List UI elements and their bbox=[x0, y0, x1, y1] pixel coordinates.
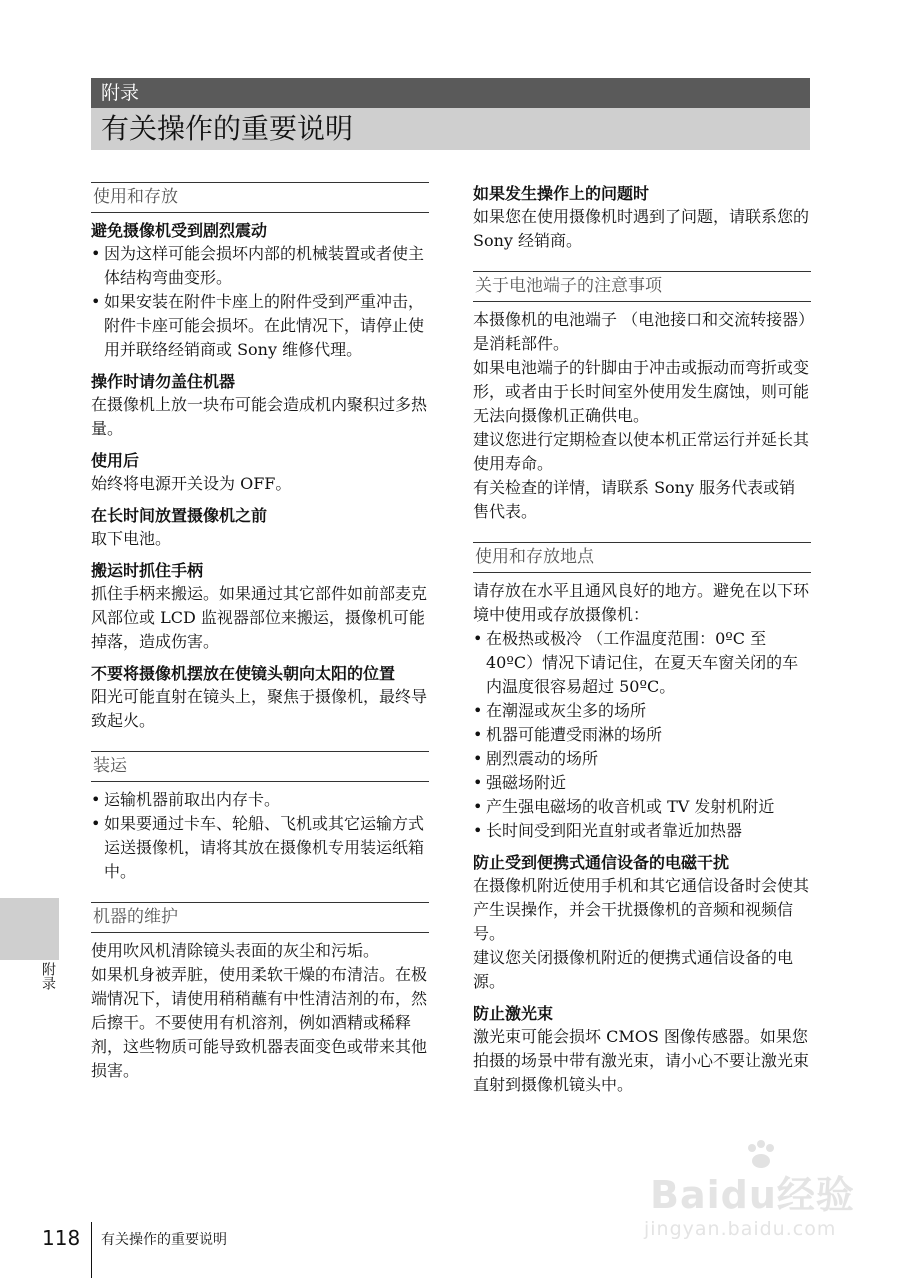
side-tab bbox=[0, 898, 59, 960]
list-item: • 如果要通过卡车、轮船、飞机或其它运输方式运送摄像机，请将其放在摄像机专用装运纸箱中。 bbox=[91, 812, 429, 884]
subheading-laser: 防止激光束 bbox=[473, 1004, 554, 1023]
watermark-url: jingyan.baidu.com bbox=[644, 1218, 837, 1240]
list-item: • 在潮湿或灰尘多的场所 bbox=[473, 699, 811, 723]
page-title: 有关操作的重要说明 bbox=[91, 108, 810, 150]
paragraph: 请存放在水平且通风良好的地方。避免在以下环境中使用或存放摄像机： bbox=[473, 581, 810, 624]
paragraph: 如果电池端子的针脚由于冲击或振动而弯折或变形，或者由于长时间室外使用发生腐蚀，则可能无法向摄像机正确供电。 bbox=[473, 358, 810, 425]
section-title-use-storage-location: 使用和存放地点 bbox=[473, 542, 811, 573]
subheading-carry: 搬运时抓住手柄 bbox=[91, 561, 204, 580]
paragraph: 在摄像机上放一块布可能会造成机内聚积过多热量。 bbox=[91, 395, 428, 438]
subheading-problems: 如果发生操作上的问题时 bbox=[473, 184, 650, 203]
list-item: • 因为这样可能会损坏内部的机械装置或者使主体结构弯曲变形。 bbox=[91, 242, 429, 290]
right-column bbox=[473, 182, 811, 1097]
subheading-long-storage: 在长时间放置摄像机之前 bbox=[91, 506, 268, 525]
footer-divider bbox=[91, 1222, 92, 1278]
page-number: 118 bbox=[42, 1226, 81, 1250]
side-tab-label: 附录 bbox=[40, 962, 56, 990]
bullet-list-shipping bbox=[91, 788, 429, 884]
list-item: • 运输机器前取出内存卡。 bbox=[91, 788, 429, 812]
paragraph: 如果您在使用摄像机时遇到了问题，请联系您的 Sony 经销商。 bbox=[473, 207, 810, 250]
paragraph: 如果机身被弄脏，使用柔软干燥的布清洁。在极端情况下，请使用稍稍蘸有中性清洁剂的布，然后擦干。不要使用有机溶剂，例如酒精或稀释剂，这些物质可能导致机器表面变色或带来其他损害。 bbox=[91, 965, 428, 1080]
paragraph: 本摄像机的电池端子 （电池接口和交流转接器）是消耗部件。 bbox=[473, 310, 807, 353]
section-title-battery-terminal: 关于电池端子的注意事项 bbox=[473, 271, 811, 302]
list-item: • 产生强电磁场的收音机或 TV 发射机附近 bbox=[473, 795, 811, 819]
section-title-use-storage: 使用和存放 bbox=[91, 182, 429, 213]
subheading-after-use: 使用后 bbox=[91, 451, 140, 470]
subheading-interference: 防止受到便携式通信设备的电磁干扰 bbox=[473, 853, 730, 872]
page-header bbox=[91, 78, 810, 150]
paragraph: 建议您关闭摄像机附近的便携式通信设备的电源。 bbox=[473, 948, 794, 991]
paragraph: 始终将电源开关设为 OFF。 bbox=[91, 474, 292, 493]
list-item: • 如果安装在附件卡座上的附件受到严重冲击，附件卡座可能会损坏。在此情况下，请停止使用并联络经销商或 Sony 维修代理。 bbox=[91, 290, 429, 362]
paragraph: 使用吹风机清除镜头表面的灰尘和污垢。 bbox=[91, 941, 380, 960]
footer-title: 有关操作的重要说明 bbox=[101, 1232, 227, 1248]
paragraph: 取下电池。 bbox=[91, 529, 172, 548]
list-item: • 强磁场附近 bbox=[473, 771, 811, 795]
bullet-list-locations bbox=[473, 627, 811, 843]
section-title-shipping: 装运 bbox=[91, 751, 429, 782]
subheading-vibration: 避免摄像机受到剧烈震动 bbox=[91, 221, 268, 240]
list-item: • 剧烈震动的场所 bbox=[473, 747, 811, 771]
baidu-watermark bbox=[640, 1140, 870, 1250]
list-item: • 在极热或极冷 （工作温度范围：0ºC 至 40ºC）情况下请记住，在夏天车窗关闭的车内温度很容易超过 50ºC。 bbox=[473, 627, 811, 699]
bullet-list-vibration bbox=[91, 242, 429, 362]
paragraph: 激光束可能会损坏 CMOS 图像传感器。如果您拍摄的场景中带有激光束，请小心不要让激光束直射到摄像机镜头中。 bbox=[473, 1027, 810, 1094]
paragraph: 建议您进行定期检查以使本机正常运行并延长其使用寿命。 bbox=[473, 430, 810, 473]
subheading-sun: 不要将摄像机摆放在使镜头朝向太阳的位置 bbox=[91, 664, 396, 683]
left-column bbox=[91, 182, 429, 1083]
list-item: • 长时间受到阳光直射或者靠近加热器 bbox=[473, 819, 811, 843]
watermark-logo: Baidu经验 bbox=[650, 1173, 855, 1217]
header-category: 附录 bbox=[91, 78, 810, 108]
paragraph: 抓住手柄来搬运。如果通过其它部件如前部麦克风部位或 LCD 监视器部位来搬运，摄像机可能掉落，造成伤害。 bbox=[91, 584, 428, 651]
paragraph: 阳光可能直射在镜头上，聚焦于摄像机，最终导致起火。 bbox=[91, 687, 428, 730]
subheading-cover: 操作时请勿盖住机器 bbox=[91, 372, 236, 391]
list-item: • 机器可能遭受雨淋的场所 bbox=[473, 723, 811, 747]
paragraph: 在摄像机附近使用手机和其它通信设备时会使其产生误操作，并会干扰摄像机的音频和视频信号。 bbox=[473, 876, 810, 943]
section-title-maintenance: 机器的维护 bbox=[91, 902, 429, 933]
paragraph: 有关检查的详情，请联系 Sony 服务代表或销售代表。 bbox=[473, 478, 796, 521]
